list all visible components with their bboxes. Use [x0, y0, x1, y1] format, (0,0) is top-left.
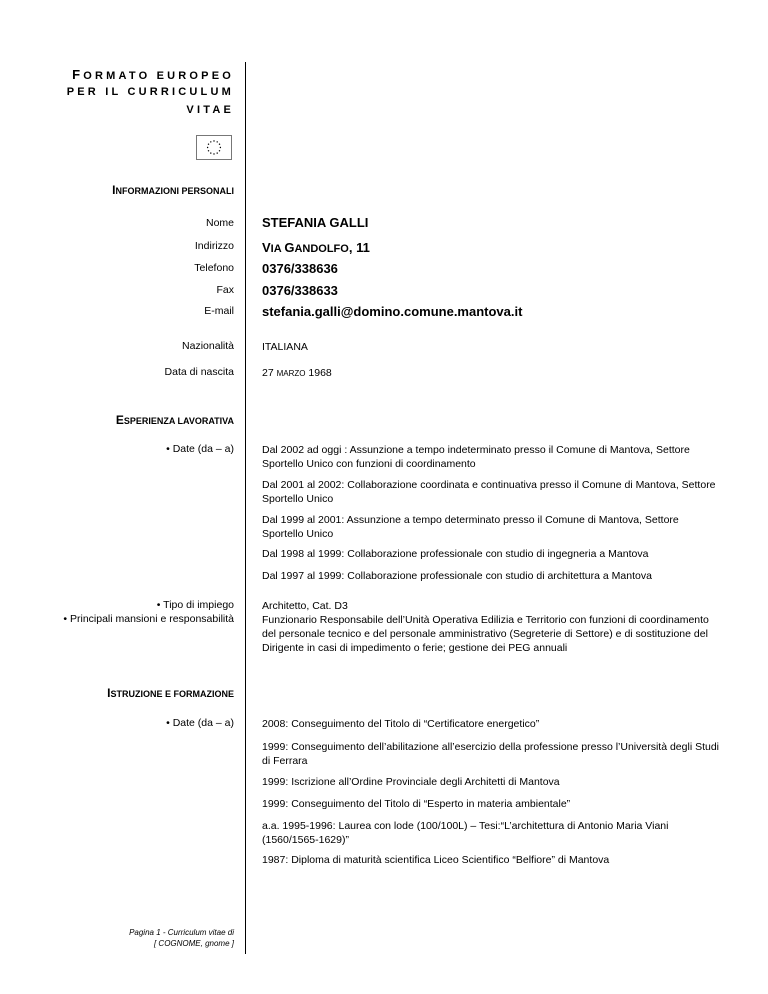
education-entry: 1999: Iscrizione all’Ordine Provinciale degli Architetti di Mantova	[262, 776, 560, 788]
section-heading-education: ISTRUZIONE E FORMAZIONE	[107, 686, 234, 700]
phone-label: Telefono	[194, 262, 234, 274]
name-label: Nome	[205, 217, 234, 229]
duties-label: • Principali mansioni e responsabilità	[63, 613, 234, 625]
work-entry: Dal 1997 al 1999: Collaborazione professionale con studio di architettura a Mantova	[262, 570, 652, 582]
footer-line-2: [ COGNOME, gnome ]	[153, 939, 234, 948]
phone-value: 0376/338636	[262, 261, 338, 276]
education-entry: 1999: Conseguimento del Titolo di “Esperto in materia ambientale”	[262, 798, 571, 810]
eu-flag-icon	[196, 135, 232, 160]
education-entry: 1987: Diploma di maturità scientifica Liceo Scientifico “Belfiore” di Mantova	[262, 854, 610, 866]
job-type-value: Architetto, Cat. D3	[262, 600, 348, 612]
education-entry: 1999: Conseguimento dell’abilitazione all’esercizio della professione presso l’Università degli Studi di Ferrara	[262, 741, 720, 767]
document-title-line-1: FORMATO EUROPEO	[72, 67, 234, 82]
work-dates-label: • Date (da – a)	[166, 443, 234, 455]
work-entry: Dal 2001 al 2002: Collaborazione coordinata e continuativa presso il Comune di Mantova, Settore Sportello Unico	[262, 479, 716, 505]
fax-label: Fax	[216, 284, 234, 296]
nationality-value: ITALIANA	[262, 341, 308, 353]
work-entry: Dal 1998 al 1999: Collaborazione professionale con studio di ingegneria a Mantova	[262, 548, 649, 560]
education-entry: 2008: Conseguimento del Titolo di “Certificatore energetico”	[262, 718, 540, 730]
work-entry: Dal 1999 al 2001: Assunzione a tempo determinato presso il Comune di Mantova, Settore Sportello Unico	[262, 514, 679, 540]
vertical-divider	[245, 62, 246, 954]
nationality-label: Nazionalità	[182, 340, 234, 352]
duties-value: Funzionario Responsabile dell’Unità Operativa Edilizia e Territorio con funzioni di coordinamento del personale tecnico e del personale amministrativo (Segreterie di Settore) e di sostituzione del Dirigente in casi di impedimento o ferie; gestione dei PEG annuali	[262, 614, 709, 654]
email-value: stefania.galli@domino.comune.mantova.it	[262, 304, 523, 319]
email-label: E-mail	[204, 305, 234, 317]
section-heading-personal: INFORMAZIONI PERSONALI	[112, 183, 234, 197]
work-entry: Dal 2002 ad oggi : Assunzione a tempo indeterminato presso il Comune di Mantova, Settore Sportello Unico con funzioni di coordinamento	[262, 444, 690, 470]
section-heading-work: ESPERIENZA LAVORATIVA	[115, 413, 234, 427]
birth-date-label: Data di nascita	[164, 366, 234, 378]
address-value: VIA GANDOLFO, 11	[262, 240, 370, 255]
name-value: STEFANIA GALLI	[262, 215, 369, 230]
address-label: Indirizzo	[194, 240, 234, 252]
birth-date-value: 27 MARZO 1968	[262, 367, 332, 379]
education-dates-label: • Date (da – a)	[166, 717, 234, 729]
fax-value: 0376/338633	[262, 283, 338, 298]
education-entry: a.a. 1995-1996: Laurea con lode (100/100L) – Tesi:“L’architettura di Antonio Maria Viani (1560/1565-1629)”	[262, 820, 669, 846]
document-title-line-3: VITAE	[186, 104, 234, 116]
page-footer	[129, 927, 234, 949]
job-type-label: • Tipo di impiego	[156, 599, 234, 611]
footer-line-1: Pagina 1 - Curriculum vitae di	[129, 928, 234, 937]
document-title-line-2: PER IL CURRICULUM	[66, 86, 234, 98]
